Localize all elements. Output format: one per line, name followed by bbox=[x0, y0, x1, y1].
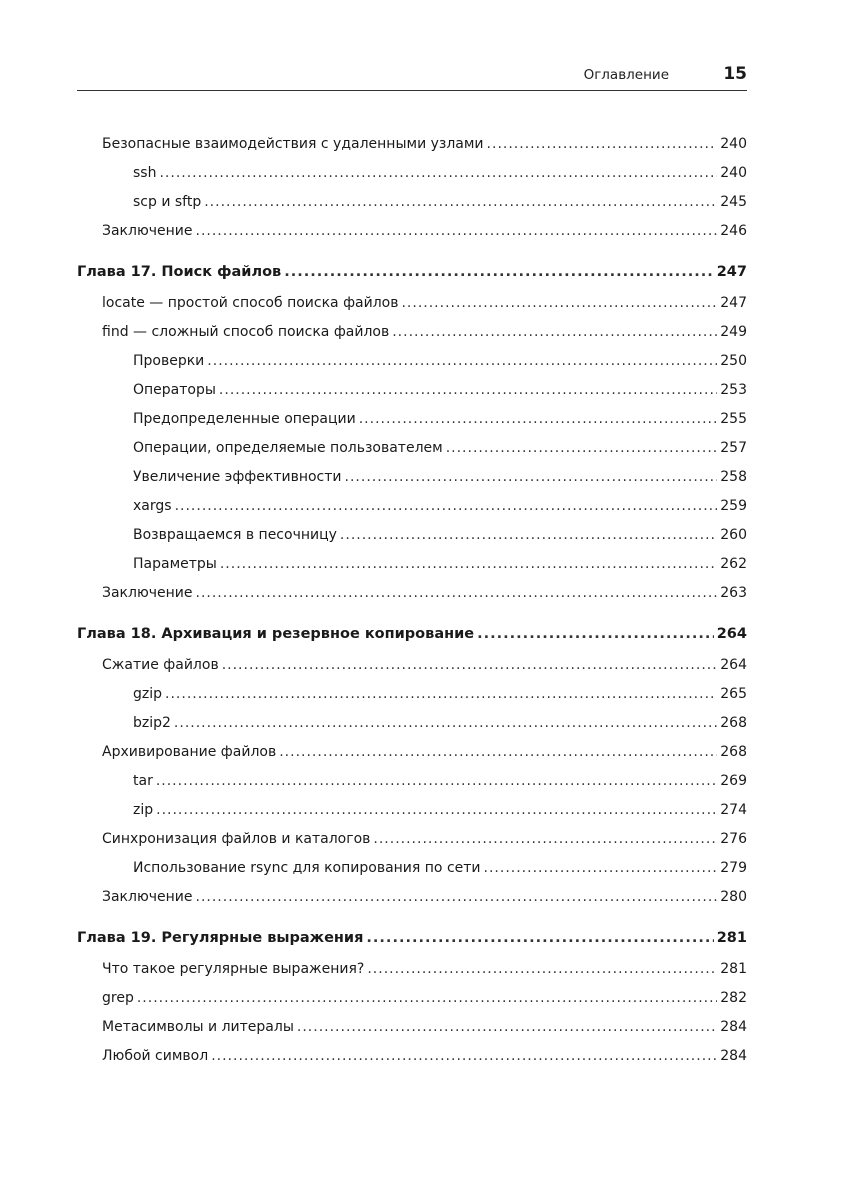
toc-entry-title: zip bbox=[133, 802, 154, 818]
dot-leader bbox=[487, 130, 718, 159]
dot-leader bbox=[165, 680, 717, 709]
toc-entry[interactable] bbox=[77, 738, 747, 767]
toc-entry[interactable] bbox=[77, 463, 747, 492]
toc-entry[interactable] bbox=[77, 434, 747, 463]
toc-entry-page: 274 bbox=[720, 802, 747, 818]
table-of-contents bbox=[77, 130, 747, 1071]
toc-entry[interactable] bbox=[77, 347, 747, 376]
toc-entry[interactable] bbox=[77, 883, 747, 912]
toc-entry-title: grep bbox=[102, 990, 134, 1006]
toc-entry-title: Заключение bbox=[102, 223, 193, 239]
toc-entry-page: 260 bbox=[720, 527, 747, 543]
toc-chapter-entry[interactable] bbox=[77, 923, 747, 953]
toc-entry[interactable] bbox=[77, 796, 747, 825]
toc-entry-page: 258 bbox=[720, 469, 747, 485]
toc-entry-page: 284 bbox=[720, 1019, 747, 1035]
dot-leader bbox=[367, 955, 717, 984]
toc-entry-page: 259 bbox=[720, 498, 747, 514]
toc-entry-title: Параметры bbox=[133, 556, 217, 572]
toc-entry-title: gzip bbox=[133, 686, 163, 702]
dot-leader bbox=[373, 825, 717, 854]
dot-leader bbox=[156, 796, 717, 825]
toc-entry-title: Глава 18. Архивация и резервное копирование bbox=[77, 626, 475, 642]
dot-leader bbox=[196, 579, 718, 608]
toc-entry-title: Использование rsync для копирования по сети bbox=[133, 860, 481, 876]
toc-entry[interactable] bbox=[77, 159, 747, 188]
dot-leader bbox=[196, 883, 718, 912]
toc-entry-title: Сжатие файлов bbox=[102, 657, 219, 673]
toc-chapter-entry[interactable] bbox=[77, 619, 747, 649]
toc-entry-title: Заключение bbox=[102, 889, 193, 905]
toc-entry-title: Глава 17. Поиск файлов bbox=[77, 264, 282, 280]
toc-entry[interactable] bbox=[77, 1013, 747, 1042]
toc-entry-page: 246 bbox=[720, 223, 747, 239]
toc-entry-title: Архивирование файлов bbox=[102, 744, 277, 760]
toc-entry-title: xargs bbox=[133, 498, 172, 514]
toc-entry-title: Увеличение эффективности bbox=[133, 469, 342, 485]
toc-entry[interactable] bbox=[77, 492, 747, 521]
dot-leader bbox=[219, 376, 717, 405]
toc-entry-title: Проверки bbox=[133, 353, 205, 369]
dot-leader bbox=[207, 347, 717, 376]
toc-chapter-entry[interactable] bbox=[77, 257, 747, 287]
dot-leader bbox=[446, 434, 718, 463]
toc-entry-page: 269 bbox=[720, 773, 747, 789]
toc-entry-page: 262 bbox=[720, 556, 747, 572]
running-header bbox=[77, 62, 747, 91]
toc-entry-title: tar bbox=[133, 773, 153, 789]
dot-leader bbox=[297, 1013, 717, 1042]
toc-entry[interactable] bbox=[77, 130, 747, 159]
dot-leader bbox=[137, 984, 717, 1013]
dot-leader bbox=[211, 1042, 717, 1071]
dot-leader bbox=[366, 923, 713, 953]
dot-leader bbox=[279, 738, 717, 767]
toc-entry[interactable] bbox=[77, 188, 747, 217]
toc-entry-title: Заключение bbox=[102, 585, 193, 601]
toc-entry-page: 240 bbox=[720, 136, 747, 152]
toc-entry[interactable] bbox=[77, 405, 747, 434]
toc-entry-page: 282 bbox=[720, 990, 747, 1006]
toc-entry[interactable] bbox=[77, 955, 747, 984]
toc-entry-title: Возвращаемся в песочницу bbox=[133, 527, 337, 543]
toc-entry-page: 264 bbox=[716, 626, 747, 642]
dot-leader bbox=[392, 318, 717, 347]
toc-entry-title: Глава 19. Регулярные выражения bbox=[77, 930, 364, 946]
toc-entry-page: 253 bbox=[720, 382, 747, 398]
toc-entry-page: 281 bbox=[720, 961, 747, 977]
dot-leader bbox=[222, 651, 718, 680]
toc-entry-title: Метасимволы и литералы bbox=[102, 1019, 294, 1035]
toc-entry[interactable] bbox=[77, 709, 747, 738]
toc-entry-title: Операторы bbox=[133, 382, 216, 398]
toc-entry[interactable] bbox=[77, 376, 747, 405]
toc-entry-page: 245 bbox=[720, 194, 747, 210]
toc-entry-title: Что такое регулярные выражения? bbox=[102, 961, 365, 977]
toc-entry[interactable] bbox=[77, 825, 747, 854]
toc-entry-page: 280 bbox=[720, 889, 747, 905]
dot-leader bbox=[359, 405, 718, 434]
toc-entry[interactable] bbox=[77, 680, 747, 709]
toc-entry-page: 264 bbox=[720, 657, 747, 673]
toc-entry[interactable] bbox=[77, 550, 747, 579]
dot-leader bbox=[174, 709, 717, 738]
toc-entry[interactable] bbox=[77, 217, 747, 246]
toc-entry[interactable] bbox=[77, 579, 747, 608]
toc-entry-page: 249 bbox=[720, 324, 747, 340]
toc-entry-page: 250 bbox=[720, 353, 747, 369]
toc-entry-page: 263 bbox=[720, 585, 747, 601]
dot-leader bbox=[204, 188, 717, 217]
toc-entry-page: 268 bbox=[720, 715, 747, 731]
toc-entry-title: Любой символ bbox=[102, 1048, 209, 1064]
toc-entry-page: 276 bbox=[720, 831, 747, 847]
toc-entry-page: 268 bbox=[720, 744, 747, 760]
toc-entry-title: ssh bbox=[133, 165, 157, 181]
dot-leader bbox=[340, 521, 717, 550]
toc-entry-title: find — сложный способ поиска файлов bbox=[102, 324, 390, 340]
dot-leader bbox=[156, 767, 717, 796]
toc-entry-page: 257 bbox=[720, 440, 747, 456]
toc-entry-title: Синхронизация файлов и каталогов bbox=[102, 831, 371, 847]
dot-leader bbox=[484, 854, 718, 883]
toc-entry[interactable] bbox=[77, 289, 747, 318]
toc-entry-title: bzip2 bbox=[133, 715, 171, 731]
toc-entry-title: scp и sftp bbox=[133, 194, 202, 210]
toc-entry[interactable] bbox=[77, 854, 747, 883]
toc-entry-title: Безопасные взаимодействия с удаленными узлами bbox=[102, 136, 484, 152]
dot-leader bbox=[220, 550, 717, 579]
toc-entry[interactable] bbox=[77, 318, 747, 347]
toc-entry-page: 284 bbox=[720, 1048, 747, 1064]
dot-leader bbox=[477, 619, 714, 649]
dot-leader bbox=[175, 492, 718, 521]
toc-entry[interactable] bbox=[77, 521, 747, 550]
toc-entry[interactable] bbox=[77, 651, 747, 680]
toc-entry-title: locate — простой способ поиска файлов bbox=[102, 295, 399, 311]
toc-entry-title: Предопределенные операции bbox=[133, 411, 356, 427]
toc-entry-page: 255 bbox=[720, 411, 747, 427]
toc-entry-page: 281 bbox=[716, 930, 747, 946]
toc-entry-title: Операции, определяемые пользователем bbox=[133, 440, 443, 456]
dot-leader bbox=[345, 463, 718, 492]
dot-leader bbox=[159, 159, 717, 188]
toc-entry-page: 279 bbox=[720, 860, 747, 876]
page-number: 15 bbox=[723, 64, 747, 84]
toc-entry-page: 240 bbox=[720, 165, 747, 181]
toc-entry-page: 247 bbox=[720, 295, 747, 311]
dot-leader bbox=[196, 217, 718, 246]
dot-leader bbox=[401, 289, 717, 318]
toc-entry-page: 247 bbox=[716, 264, 747, 280]
toc-entry[interactable] bbox=[77, 1042, 747, 1071]
toc-entry-page: 265 bbox=[720, 686, 747, 702]
toc-entry[interactable] bbox=[77, 984, 747, 1013]
dot-leader bbox=[284, 257, 714, 287]
toc-entry[interactable] bbox=[77, 767, 747, 796]
running-header-title: Оглавление bbox=[583, 67, 669, 83]
